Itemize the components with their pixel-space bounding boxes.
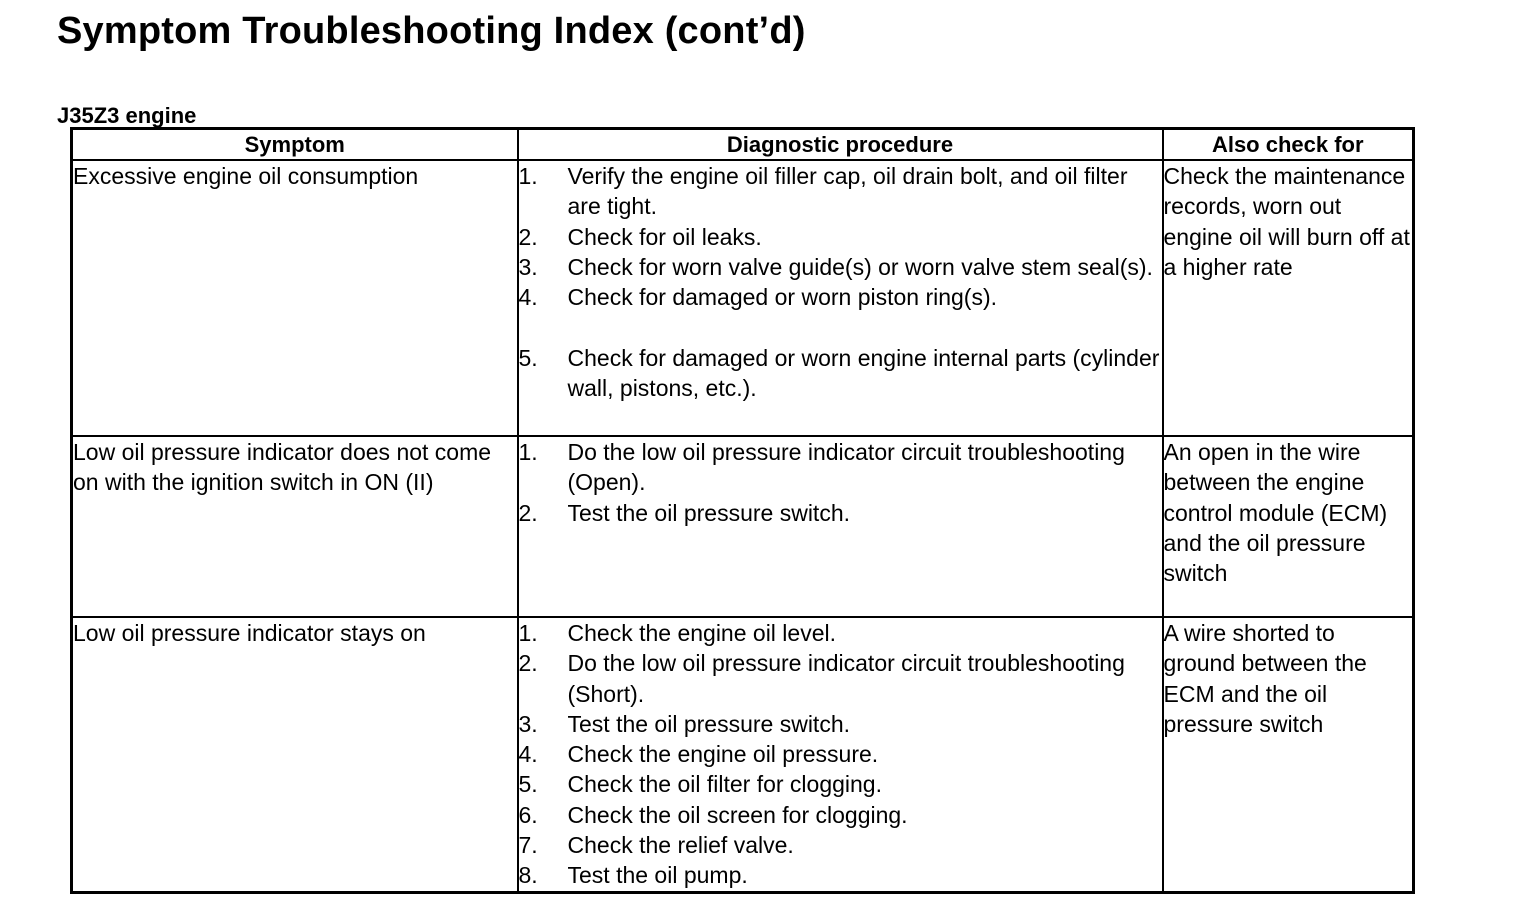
procedure-step <box>519 648 1162 709</box>
procedure-step <box>519 860 1162 890</box>
step-text: Check for damaged or worn piston ring(s). <box>567 284 998 311</box>
step-text: Check the relief valve. <box>567 832 794 859</box>
table-row <box>72 160 1414 436</box>
page-title: Symptom Troubleshooting Index (cont’d) <box>57 10 806 52</box>
section-label: J35Z3 engine <box>57 103 197 128</box>
step-number: 2. <box>518 223 538 250</box>
procedure-steps <box>519 437 1162 528</box>
step-number: 2. <box>518 650 538 677</box>
table-row <box>72 617 1414 892</box>
step-number: 7. <box>518 832 538 859</box>
also-check-cell: An open in the wire between the engine control module (ECM) and the oil pressure switch <box>1163 436 1414 617</box>
procedure-cell <box>518 160 1163 436</box>
step-text: Check the engine oil level. <box>567 620 836 646</box>
step-number: 1. <box>518 620 538 646</box>
header-also-check-for: Also check for <box>1163 129 1414 161</box>
step-number: 8. <box>518 862 538 889</box>
step-text: Check for damaged or worn engine internal parts (cylinder wall, pistons, etc.). <box>567 344 1160 402</box>
step-number: 5. <box>518 344 538 371</box>
symptom-cell: Low oil pressure indicator stays on <box>72 617 518 892</box>
step-text: Do the low oil pressure indicator circuit troubleshooting (Open). <box>567 439 1125 496</box>
procedure-step <box>519 739 1162 769</box>
procedure-step <box>519 830 1162 860</box>
step-text: Do the low oil pressure indicator circuit troubleshooting (Short). <box>567 650 1125 707</box>
step-text: Test the oil pressure switch. <box>567 499 851 526</box>
symptom-cell: Low oil pressure indicator does not come on with the ignition switch in ON (II) <box>72 436 518 617</box>
procedure-step <box>519 498 1162 528</box>
step-number: 1. <box>518 439 538 465</box>
step-number: 4. <box>518 741 538 768</box>
procedure-step <box>519 769 1162 799</box>
step-text: Check for worn valve guide(s) or worn valve stem seal(s). <box>567 253 1153 280</box>
header-symptom: Symptom <box>72 129 518 161</box>
header-diagnostic-procedure: Diagnostic procedure <box>518 129 1163 161</box>
step-number: 4. <box>518 284 538 311</box>
procedure-step <box>519 709 1162 739</box>
step-number: 1. <box>518 163 538 189</box>
step-text: Check the engine oil pressure. <box>567 741 879 768</box>
symptom-cell: Excessive engine oil consumption <box>72 160 518 436</box>
step-number: 3. <box>518 710 538 737</box>
procedure-cell <box>518 617 1163 892</box>
procedure-cell <box>518 436 1163 617</box>
also-check-cell: A wire shorted to ground between the ECM and the oil pressure switch <box>1163 617 1414 892</box>
step-number: 2. <box>518 499 538 526</box>
procedure-step <box>519 222 1162 252</box>
procedure-steps <box>519 618 1162 891</box>
step-text: Test the oil pump. <box>567 862 748 889</box>
procedure-step <box>519 161 1162 222</box>
step-number: 6. <box>518 801 538 828</box>
procedure-step <box>519 282 1162 312</box>
procedure-step <box>519 618 1162 648</box>
procedure-step <box>519 343 1162 404</box>
step-text: Check for oil leaks. <box>567 223 762 250</box>
procedure-steps <box>519 161 1162 403</box>
procedure-step <box>519 800 1162 830</box>
step-number: 3. <box>518 253 538 280</box>
procedure-step <box>519 437 1162 498</box>
also-check-cell: Check the maintenance records, worn out engine oil will burn off at a higher rate <box>1163 160 1414 436</box>
symptom-troubleshooting-table <box>70 127 1415 894</box>
step-number: 5. <box>518 771 538 798</box>
step-text: Check the oil screen for clogging. <box>567 801 908 828</box>
table-header-row <box>72 129 1414 161</box>
step-text: Test the oil pressure switch. <box>567 710 851 737</box>
table-row <box>72 436 1414 617</box>
step-text: Verify the engine oil filler cap, oil drain bolt, and oil filter are tight. <box>567 163 1128 220</box>
procedure-step <box>519 252 1162 282</box>
step-text: Check the oil filter for clogging. <box>567 771 882 798</box>
